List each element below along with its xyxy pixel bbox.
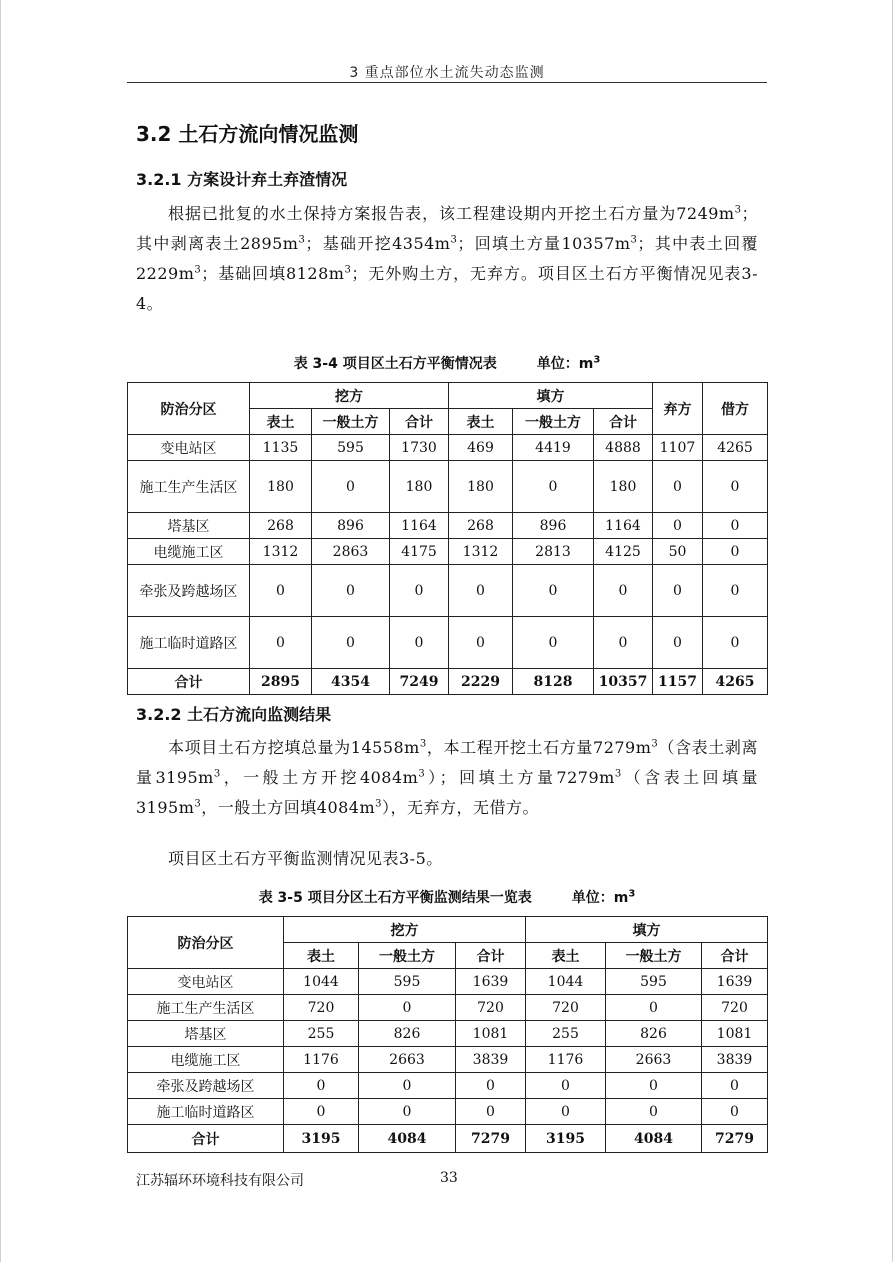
header-subtotal: 合计 bbox=[594, 409, 653, 435]
value-cell: 4354 bbox=[312, 669, 390, 695]
superscript: 3 bbox=[213, 768, 221, 780]
text-run: ，一般土方开挖4084m bbox=[220, 768, 419, 787]
subsection-title-1: 3.2.1 方案设计弃土弃渣情况 bbox=[136, 170, 348, 189]
value-cell: 2863 bbox=[312, 539, 390, 565]
value-cell: 4175 bbox=[390, 539, 449, 565]
header-zone: 防治分区 bbox=[128, 383, 250, 435]
zone-cell: 变电站区 bbox=[128, 435, 250, 461]
value-cell: 255 bbox=[284, 1021, 359, 1047]
value-cell: 0 bbox=[594, 617, 653, 669]
zone-cell: 塔基区 bbox=[128, 513, 250, 539]
value-cell: 2813 bbox=[513, 539, 594, 565]
value-cell: 1044 bbox=[284, 969, 359, 995]
header-subtotal: 合计 bbox=[456, 943, 526, 969]
zone-cell: 施工生产生活区 bbox=[128, 995, 284, 1021]
value-cell: 0 bbox=[594, 565, 653, 617]
subsection-title-2: 3.2.2 土石方流向监测结果 bbox=[136, 705, 332, 724]
value-cell: 255 bbox=[526, 1021, 606, 1047]
header-dig: 挖方 bbox=[284, 917, 526, 943]
table-unit bbox=[572, 890, 636, 906]
table-row bbox=[128, 1047, 768, 1073]
value-cell: 0 bbox=[284, 1099, 359, 1125]
value-cell: 826 bbox=[359, 1021, 456, 1047]
header-topsoil: 表土 bbox=[284, 943, 359, 969]
value-cell: 0 bbox=[703, 565, 768, 617]
value-cell: 1312 bbox=[250, 539, 312, 565]
superscript: 3 bbox=[418, 768, 426, 780]
table-total-row bbox=[128, 669, 768, 695]
value-cell: 268 bbox=[250, 513, 312, 539]
value-cell: 3195 bbox=[284, 1125, 359, 1153]
value-cell: 10357 bbox=[594, 669, 653, 695]
value-cell: 0 bbox=[653, 513, 703, 539]
value-cell: 180 bbox=[250, 461, 312, 513]
table-row bbox=[128, 995, 768, 1021]
zone-cell: 合计 bbox=[128, 669, 250, 695]
value-cell: 4888 bbox=[594, 435, 653, 461]
zone-cell: 施工临时道路区 bbox=[128, 617, 250, 669]
value-cell: 896 bbox=[513, 513, 594, 539]
header-general-soil: 一般土方 bbox=[312, 409, 390, 435]
value-cell: 8128 bbox=[513, 669, 594, 695]
table-3-5-caption bbox=[127, 887, 767, 907]
text-run: ；其中表土回覆2229m bbox=[136, 234, 758, 283]
paragraph-monitoring-result bbox=[136, 733, 758, 823]
superscript: 3 bbox=[419, 738, 427, 750]
table-total-row bbox=[128, 1125, 768, 1153]
value-cell: 1081 bbox=[702, 1021, 768, 1047]
table-unit bbox=[537, 356, 601, 372]
table-row bbox=[128, 969, 768, 995]
value-cell: 4084 bbox=[359, 1125, 456, 1153]
value-cell: 1639 bbox=[456, 969, 526, 995]
superscript: 3 bbox=[734, 204, 742, 216]
zone-cell: 施工临时道路区 bbox=[128, 1099, 284, 1125]
header-waste: 弃方 bbox=[653, 383, 703, 435]
value-cell: 2229 bbox=[449, 669, 513, 695]
table-3-4 bbox=[127, 382, 768, 695]
value-cell: 268 bbox=[449, 513, 513, 539]
value-cell: 469 bbox=[449, 435, 513, 461]
value-cell: 0 bbox=[359, 1073, 456, 1099]
zone-cell: 变电站区 bbox=[128, 969, 284, 995]
value-cell: 180 bbox=[390, 461, 449, 513]
zone-cell: 牵张及跨越场区 bbox=[128, 1073, 284, 1099]
text-run: ；基础开挖4354m bbox=[305, 234, 451, 253]
superscript: 3 bbox=[194, 264, 202, 276]
running-header: 3 重点部位水土流失动态监测 bbox=[349, 65, 545, 81]
superscript: 3 bbox=[298, 234, 306, 246]
text-run: ；无外购土方，无弃方。项目区土石方平衡情况见表3-4。 bbox=[136, 264, 758, 313]
section-title: 3.2 土石方流向情况监测 bbox=[136, 122, 359, 146]
value-cell: 1639 bbox=[702, 969, 768, 995]
table-row bbox=[128, 435, 768, 461]
header-subtotal: 合计 bbox=[702, 943, 768, 969]
value-cell: 0 bbox=[390, 565, 449, 617]
value-cell: 3839 bbox=[456, 1047, 526, 1073]
unit-superscript: 3 bbox=[593, 354, 601, 366]
header-zone: 防治分区 bbox=[128, 917, 284, 969]
table-row bbox=[128, 1073, 768, 1099]
value-cell: 0 bbox=[703, 617, 768, 669]
value-cell: 7279 bbox=[456, 1125, 526, 1153]
superscript: 3 bbox=[344, 264, 352, 276]
superscript: 3 bbox=[651, 738, 659, 750]
text-run: ；回填土方量10357m bbox=[457, 234, 631, 253]
value-cell: 4419 bbox=[513, 435, 594, 461]
value-cell: 1730 bbox=[390, 435, 449, 461]
value-cell: 1164 bbox=[594, 513, 653, 539]
table-row bbox=[128, 1099, 768, 1125]
value-cell: 720 bbox=[284, 995, 359, 1021]
value-cell: 0 bbox=[359, 1099, 456, 1125]
value-cell: 2663 bbox=[359, 1047, 456, 1073]
value-cell: 0 bbox=[702, 1073, 768, 1099]
header-dig: 挖方 bbox=[250, 383, 449, 409]
value-cell: 4125 bbox=[594, 539, 653, 565]
table-3-5 bbox=[127, 916, 768, 1153]
value-cell: 0 bbox=[250, 617, 312, 669]
header-topsoil: 表土 bbox=[449, 409, 513, 435]
value-cell: 7249 bbox=[390, 669, 449, 695]
value-cell: 4084 bbox=[606, 1125, 702, 1153]
header-borrow: 借方 bbox=[703, 383, 768, 435]
paragraph-table-ref: 项目区土石方平衡监测情况见表3-5。 bbox=[168, 849, 443, 868]
zone-cell: 电缆施工区 bbox=[128, 539, 250, 565]
header-fill: 填方 bbox=[526, 917, 768, 943]
value-cell: 0 bbox=[312, 617, 390, 669]
value-cell: 1164 bbox=[390, 513, 449, 539]
zone-cell: 牵张及跨越场区 bbox=[128, 565, 250, 617]
header-general-soil: 一般土方 bbox=[513, 409, 594, 435]
value-cell: 720 bbox=[702, 995, 768, 1021]
value-cell: 720 bbox=[456, 995, 526, 1021]
table-row bbox=[128, 617, 768, 669]
value-cell: 0 bbox=[703, 461, 768, 513]
table-caption-text: 表 3-5 项目分区土石方平衡监测结果一览表 bbox=[258, 890, 532, 906]
value-cell: 2663 bbox=[606, 1047, 702, 1073]
text-run: ；基础回填8128m bbox=[201, 264, 345, 283]
value-cell: 0 bbox=[456, 1073, 526, 1099]
table-row bbox=[128, 1021, 768, 1047]
value-cell: 1135 bbox=[250, 435, 312, 461]
zone-cell: 施工生产生活区 bbox=[128, 461, 250, 513]
page-number: 33 bbox=[440, 1170, 458, 1186]
value-cell: 1107 bbox=[653, 435, 703, 461]
text-run: （含表土剥离量3195m bbox=[136, 738, 758, 787]
table-row bbox=[128, 461, 768, 513]
footer-company: 江苏辐环环境科技有限公司 bbox=[136, 1173, 304, 1189]
page-border-left bbox=[0, 0, 1, 1262]
header-topsoil: 表土 bbox=[250, 409, 312, 435]
value-cell: 0 bbox=[606, 1073, 702, 1099]
value-cell: 1312 bbox=[449, 539, 513, 565]
value-cell: 0 bbox=[312, 565, 390, 617]
superscript: 3 bbox=[194, 798, 202, 810]
value-cell: 0 bbox=[513, 461, 594, 513]
value-cell: 0 bbox=[513, 617, 594, 669]
value-cell: 0 bbox=[653, 565, 703, 617]
value-cell: 0 bbox=[606, 1099, 702, 1125]
value-cell: 0 bbox=[606, 995, 702, 1021]
table-row bbox=[128, 513, 768, 539]
value-cell: 0 bbox=[312, 461, 390, 513]
value-cell: 0 bbox=[526, 1099, 606, 1125]
value-cell: 0 bbox=[449, 565, 513, 617]
value-cell: 0 bbox=[653, 617, 703, 669]
value-cell: 595 bbox=[312, 435, 390, 461]
value-cell: 0 bbox=[702, 1099, 768, 1125]
table-row bbox=[128, 565, 768, 617]
value-cell: 1176 bbox=[284, 1047, 359, 1073]
value-cell: 0 bbox=[526, 1073, 606, 1099]
unit-label: 单位：m bbox=[536, 356, 594, 372]
value-cell: 0 bbox=[359, 995, 456, 1021]
header-fill: 填方 bbox=[449, 383, 653, 409]
value-cell: 0 bbox=[456, 1099, 526, 1125]
paragraph-design-earthwork bbox=[136, 199, 758, 319]
text-run: ，一般土方回填4084m bbox=[201, 798, 376, 817]
value-cell: 4265 bbox=[703, 435, 768, 461]
value-cell: 0 bbox=[250, 565, 312, 617]
value-cell: 826 bbox=[606, 1021, 702, 1047]
table-row bbox=[128, 539, 768, 565]
value-cell: 1044 bbox=[526, 969, 606, 995]
value-cell: 180 bbox=[594, 461, 653, 513]
text-run: ，本工程开挖土石方量7279m bbox=[426, 738, 652, 757]
text-run: ）；回填土方量7279m bbox=[425, 768, 615, 787]
value-cell: 180 bbox=[449, 461, 513, 513]
value-cell: 0 bbox=[703, 539, 768, 565]
text-run: ），无弃方，无借方。 bbox=[382, 798, 540, 817]
text-run: ；其中剥离表土2895m bbox=[136, 204, 758, 253]
zone-cell: 塔基区 bbox=[128, 1021, 284, 1047]
text-run: 根据已批复的水土保持方案报告表，该工程建设期内开挖土石方量为7249m bbox=[168, 204, 735, 223]
value-cell: 1157 bbox=[653, 669, 703, 695]
header-topsoil: 表土 bbox=[526, 943, 606, 969]
value-cell: 0 bbox=[284, 1073, 359, 1099]
value-cell: 3839 bbox=[702, 1047, 768, 1073]
unit-superscript: 3 bbox=[628, 888, 636, 900]
header-rule bbox=[127, 82, 767, 83]
value-cell: 0 bbox=[449, 617, 513, 669]
value-cell: 50 bbox=[653, 539, 703, 565]
zone-cell: 电缆施工区 bbox=[128, 1047, 284, 1073]
zone-cell: 合计 bbox=[128, 1125, 284, 1153]
text-run: （含表土回填量3195m bbox=[136, 768, 758, 817]
superscript: 3 bbox=[375, 798, 383, 810]
value-cell: 896 bbox=[312, 513, 390, 539]
header-general-soil: 一般土方 bbox=[359, 943, 456, 969]
superscript: 3 bbox=[450, 234, 458, 246]
value-cell: 2895 bbox=[250, 669, 312, 695]
header-subtotal: 合计 bbox=[390, 409, 449, 435]
unit-label: 单位：m bbox=[571, 890, 629, 906]
value-cell: 7279 bbox=[702, 1125, 768, 1153]
table-caption-text: 表 3-4 项目区土石方平衡情况表 bbox=[293, 356, 497, 372]
value-cell: 1176 bbox=[526, 1047, 606, 1073]
text-run: 本项目土石方挖填总量为14558m bbox=[168, 738, 420, 757]
value-cell: 0 bbox=[703, 513, 768, 539]
value-cell: 1081 bbox=[456, 1021, 526, 1047]
table-3-4-caption bbox=[127, 353, 767, 373]
value-cell: 595 bbox=[606, 969, 702, 995]
superscript: 3 bbox=[630, 234, 638, 246]
superscript: 3 bbox=[614, 768, 622, 780]
value-cell: 720 bbox=[526, 995, 606, 1021]
value-cell: 0 bbox=[513, 565, 594, 617]
value-cell: 4265 bbox=[703, 669, 768, 695]
value-cell: 3195 bbox=[526, 1125, 606, 1153]
header-general-soil: 一般土方 bbox=[606, 943, 702, 969]
value-cell: 595 bbox=[359, 969, 456, 995]
value-cell: 0 bbox=[390, 617, 449, 669]
value-cell: 0 bbox=[653, 461, 703, 513]
